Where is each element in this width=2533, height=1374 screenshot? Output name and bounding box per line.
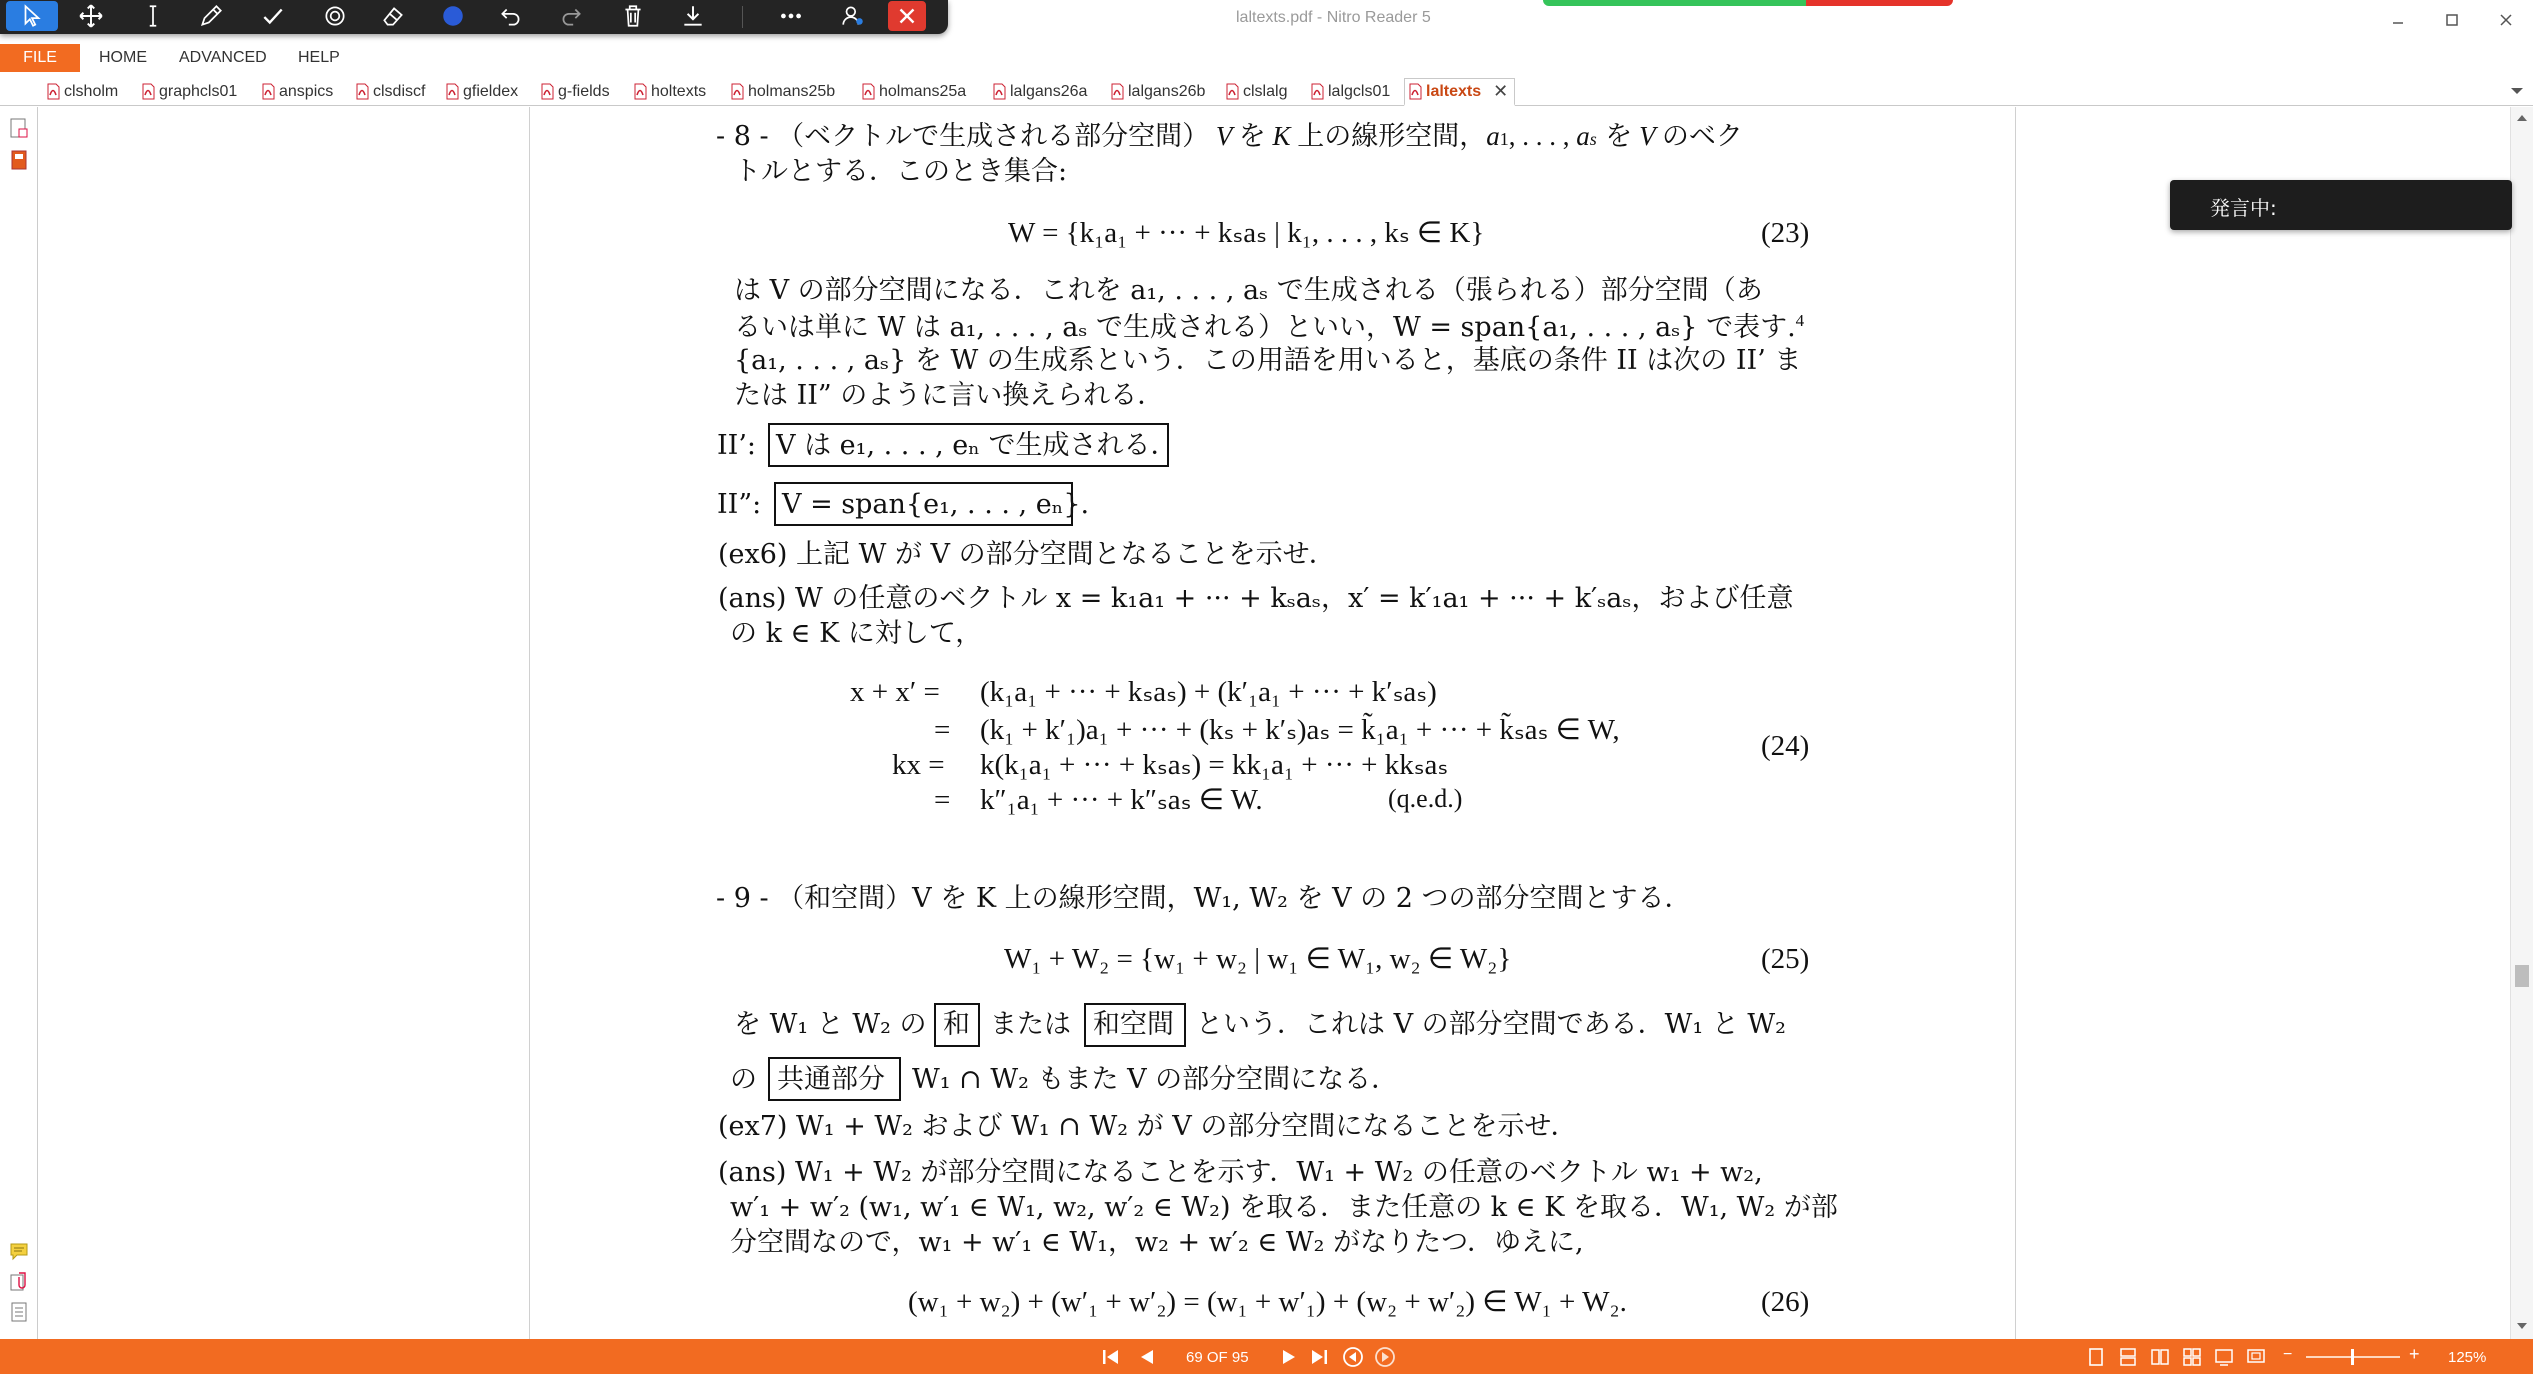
check-tool-button[interactable]	[248, 0, 298, 32]
stamp-icon	[322, 3, 348, 29]
term-sum-space: 和空間	[1093, 1009, 1174, 1040]
previous-page-icon[interactable]	[1136, 1346, 1158, 1368]
status-bar	[0, 1339, 2533, 1374]
answer-6-line-1: (ans) W の任意のベクトル x = k₁a₁ + ··· + kₛaₛ，x′ = k′₁a₁ + ··· + k′ₛaₛ，および任意	[718, 583, 1794, 614]
eraser-tool-button[interactable]	[368, 0, 418, 32]
paragraph-2-part-a: を W₁ と W₂ の	[734, 1009, 927, 1040]
pdf-file-icon	[446, 83, 459, 100]
bookmarks-icon[interactable]	[9, 117, 29, 139]
delete-button[interactable]	[608, 0, 658, 32]
stamp-tool-button[interactable]	[310, 0, 360, 32]
vertical-scrollbar[interactable]	[2510, 107, 2533, 1339]
doc-tab-gfieldex[interactable]: gfieldex	[446, 79, 518, 104]
paragraph-1-line-3: {a₁, . . . , aₛ} を W の生成系という．この用語を用いると，基底の条件 II は次の II’ ま	[734, 345, 1802, 376]
term-intersection: 共通部分	[777, 1064, 885, 1095]
doc-tab-lalgcls01[interactable]: lalgcls01	[1311, 79, 1390, 104]
exercise-7: (ex7) W₁ + W₂ および W₁ ∩ W₂ が V の部分空間になることを示せ．	[718, 1111, 1578, 1142]
equation-25: W₁ + W₂ = {w₁ + w₂ | w₁ ∈ W₁, w₂ ∈ W₂}	[1004, 943, 1512, 975]
equation-24-row-3-lhs: kx =	[892, 749, 945, 781]
text-cursor-icon	[140, 3, 166, 29]
redo-button[interactable]	[546, 0, 596, 32]
attachments-icon[interactable]	[9, 1271, 29, 1293]
select-icon	[19, 3, 45, 29]
pdf-file-icon	[731, 83, 744, 100]
pdf-file-icon	[356, 83, 369, 100]
pdf-file-icon	[541, 83, 554, 100]
more-icon	[778, 3, 804, 29]
pdf-file-icon	[1226, 83, 1239, 100]
paragraph-3-part-b: W₁ ∩ W₂ もまた V の部分空間になる．	[912, 1064, 1399, 1095]
close-window-button[interactable]	[2486, 6, 2526, 34]
equation-number-23: (23)	[1761, 217, 1810, 249]
equation-24-row-2-lhs: =	[934, 714, 951, 746]
help-menu-tab[interactable]: HELP	[298, 49, 340, 66]
facing-view-icon[interactable]	[2150, 1347, 2170, 1367]
next-view-icon[interactable]	[1374, 1346, 1396, 1368]
pdf-file-icon	[634, 83, 647, 100]
comments-icon[interactable]	[9, 1241, 29, 1263]
answer-7-line-2: w′₁ + w′₂ (w₁, w′₁ ∈ W₁, w₂, w′₂ ∈ W₂) を取る．また任意の k ∈ K を取る．W₁, W₂ が部	[730, 1192, 1838, 1223]
file-menu-tab[interactable]: FILE	[0, 44, 80, 72]
minimize-button[interactable]	[2378, 6, 2418, 34]
home-menu-tab[interactable]: HOME	[99, 49, 147, 66]
condition-ii-double-label: II”:	[717, 489, 762, 520]
equation-24-row-2-rhs: (k₁ + k′₁)a₁ + ··· + (kₛ + k′ₛ)aₛ = k̃₁a₁ + ··· + k̃ₛaₛ ∈ W,	[980, 714, 1620, 746]
pdf-file-icon	[1111, 83, 1124, 100]
pdf-file-icon	[262, 83, 275, 100]
undo-button[interactable]	[486, 0, 536, 32]
pencil-icon	[198, 3, 224, 29]
doc-tab-graphcls01[interactable]: graphcls01	[142, 79, 237, 104]
minimize-icon	[2390, 12, 2406, 28]
doc-tab-lalgans26b[interactable]: lalgans26b	[1111, 79, 1205, 104]
pan-icon	[78, 3, 104, 29]
scroll-up-icon[interactable]	[2516, 113, 2528, 123]
more-options-button[interactable]	[766, 0, 816, 32]
user-settings-icon	[840, 3, 866, 29]
previous-view-icon[interactable]	[1342, 1346, 1364, 1368]
equation-24-row-1-rhs: (k₁a₁ + ··· + kₛaₛ) + (k′₁a₁ + ··· + k′ₛaₛ)	[980, 676, 1437, 708]
paragraph-1-line-4: たは II” のように言い換えられる．	[734, 380, 1165, 411]
equation-number-26: (26)	[1761, 1286, 1810, 1318]
trash-icon	[620, 3, 646, 29]
meeting-status-bar-red	[1806, 0, 1953, 6]
text-tool-button[interactable]	[128, 0, 178, 32]
checkmark-icon	[260, 3, 286, 29]
close-tab-button[interactable]: ✕	[1493, 81, 1509, 101]
color-dot-icon	[440, 3, 466, 29]
equation-number-25: (25)	[1761, 943, 1810, 975]
condition-ii-double-text: V = span{e₁, . . . , eₙ}.	[782, 489, 1090, 520]
toolbar-divider	[742, 6, 743, 28]
equation-23: W = {k₁a₁ + ··· + kₛaₛ | k₁, . . . , kₛ ∈ K}	[1008, 217, 1485, 249]
redo-icon	[558, 3, 584, 29]
pdf-file-icon	[1409, 83, 1422, 100]
pdf-file-icon	[142, 83, 155, 100]
zoom-out-button[interactable]: −	[2283, 1346, 2293, 1363]
pan-tool-button[interactable]	[66, 0, 116, 32]
next-page-icon[interactable]	[1278, 1346, 1300, 1368]
doc-tab-holmans25b[interactable]: holmans25b	[731, 79, 835, 104]
ribbon-menu	[0, 44, 2533, 72]
condition-ii-prime-text: V は e₁, . . . , eₙ で生成される．	[776, 430, 1178, 461]
annotation-toolbar	[0, 0, 948, 34]
doc-tab-lalgans26a[interactable]: lalgans26a	[993, 79, 1087, 104]
document-tab-bar	[0, 76, 2533, 106]
zoom-slider-thumb[interactable]	[2351, 1349, 2354, 1365]
download-icon	[680, 3, 706, 29]
doc-tab-holtexts[interactable]: holtexts	[634, 79, 706, 104]
pencil-tool-button[interactable]	[186, 0, 236, 32]
equation-24-row-4-rhs: k″₁a₁ + ··· + k″ₛaₛ ∈ W.	[980, 784, 1263, 816]
paragraph-1-line-2: るいは単に W は a₁, . . . , aₛ で生成される）といい，W = span{a₁, . . . , aₛ} で表す.$^4$	[734, 311, 1805, 343]
doc-tab-anspics[interactable]: anspics	[262, 79, 333, 104]
maximize-icon	[2444, 12, 2460, 28]
zoom-level[interactable]: 125%	[2448, 1349, 2487, 1366]
fit-width-icon[interactable]	[2214, 1347, 2234, 1367]
first-page-icon[interactable]	[1100, 1346, 1122, 1368]
section-8-heading: - 8 - （ベクトルで生成される部分空間） V を K 上の線形空間，a1, . . . , as を V のベク	[716, 121, 1743, 152]
tab-overflow-icon[interactable]	[2510, 86, 2524, 96]
pages-panel-icon[interactable]	[9, 149, 29, 171]
last-page-icon[interactable]	[1308, 1346, 1330, 1368]
answer-7-line-3: 分空間なので，w₁ + w′₁ ∈ W₁，w₂ + w′₂ ∈ W₂ がなりたつ．ゆえに,	[730, 1227, 1584, 1258]
answer-7-line-1: (ans) W₁ + W₂ が部分空間になることを示す．W₁ + W₂ の任意のベクトル w₁ + w₂,	[718, 1157, 1763, 1188]
color-picker-button[interactable]	[428, 0, 478, 32]
equation-24-row-4-lhs: =	[934, 784, 951, 816]
doc-tab-clsholm[interactable]: clsholm	[47, 79, 118, 104]
pdf-file-icon	[1311, 83, 1324, 100]
undo-icon	[498, 3, 524, 29]
facing-continuous-view-icon[interactable]	[2182, 1347, 2202, 1367]
meeting-status-bar-green	[1543, 0, 1806, 6]
paragraph-2-part-b: または	[990, 1009, 1071, 1040]
single-page-view-icon[interactable]	[2086, 1347, 2106, 1367]
advanced-menu-tab[interactable]: ADVANCED	[179, 49, 267, 66]
scroll-down-icon[interactable]	[2516, 1321, 2528, 1331]
section-9-heading: - 9 - （和空間）V を K 上の線形空間，W₁, W₂ を V の 2 つの部分空間とする．	[716, 883, 1692, 914]
section-8-line-2: トルとする．このとき集合:	[734, 156, 1068, 187]
answer-6-line-2: の k ∈ K に対して，	[730, 618, 983, 649]
close-toolbar-button[interactable]	[888, 1, 926, 31]
paragraph-1-line-1: は V の部分空間になる．これを a₁, . . . , aₛ で生成される（張られる）部分空間（あ	[734, 275, 1763, 306]
equation-26: (w₁ + w₂) + (w′₁ + w′₂) = (w₁ + w′₁) + (w₂ + w′₂) ∈ W₁ + W₂.	[908, 1286, 1627, 1318]
properties-icon[interactable]	[9, 1301, 29, 1323]
select-tool-button[interactable]	[6, 1, 58, 31]
qed-mark: (q.e.d.)	[1388, 784, 1463, 813]
pdf-file-icon	[862, 83, 875, 100]
window-title: laltexts.pdf - Nitro Reader 5	[1236, 9, 1431, 26]
user-settings-button[interactable]	[828, 0, 878, 32]
paragraph-2-part-c: という．これは V の部分空間である．W₁ と W₂	[1196, 1009, 1786, 1040]
doc-tab-clslalg[interactable]: clslalg	[1226, 79, 1287, 104]
title-bar	[0, 0, 2533, 40]
doc-tab-holmans25a[interactable]: holmans25a	[862, 79, 966, 104]
eraser-icon	[380, 3, 406, 29]
doc-tab-clsdiscf[interactable]: clsdiscf	[356, 79, 425, 104]
page-indicator[interactable]: 69 OF 95	[1186, 1349, 1249, 1366]
maximize-button[interactable]	[2432, 6, 2472, 34]
term-sum: 和	[943, 1009, 970, 1040]
fit-page-icon[interactable]	[2246, 1347, 2266, 1367]
exercise-6: (ex6) 上記 W が V の部分空間となることを示せ．	[718, 539, 1336, 570]
scrollbar-thumb[interactable]	[2515, 965, 2529, 987]
doc-tab-laltexts[interactable]: laltexts ✕	[1404, 78, 1515, 106]
paragraph-3-part-a: の	[730, 1064, 757, 1095]
save-button[interactable]	[668, 0, 718, 32]
pdf-file-icon	[993, 83, 1006, 100]
close-icon	[2498, 12, 2514, 28]
doc-tab-g-fields[interactable]: g-fields	[541, 79, 610, 104]
equation-24-row-3-rhs: k(k₁a₁ + ··· + kₛaₛ) = kk₁a₁ + ··· + kkₛaₛ	[980, 749, 1449, 781]
left-sidebar	[0, 107, 38, 1339]
speaking-indicator: 発言中:	[2170, 180, 2512, 230]
close-icon	[894, 3, 920, 29]
continuous-view-icon[interactable]	[2118, 1347, 2138, 1367]
equation-number-24: (24)	[1761, 730, 1810, 762]
equation-24-row-1-lhs: x + x′ =	[850, 676, 940, 708]
pdf-file-icon	[47, 83, 60, 100]
condition-ii-prime-label: II’:	[717, 430, 757, 461]
zoom-in-button[interactable]: +	[2409, 1344, 2420, 1364]
